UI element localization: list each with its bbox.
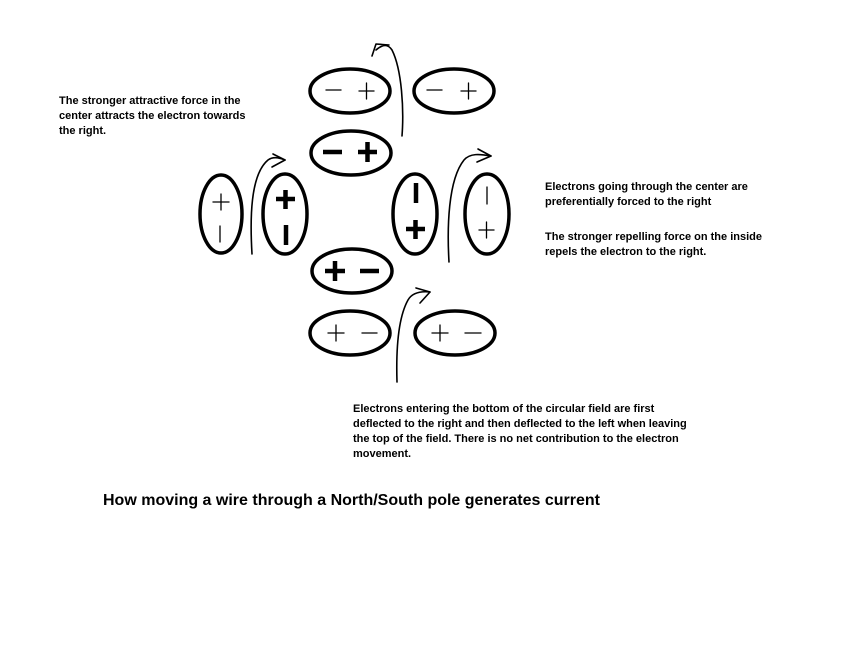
- note-line: the right.: [59, 125, 107, 137]
- note-line: repels the electron to the right.: [545, 246, 707, 258]
- diagram-caption: How moving a wire through a North/South pole generates current: [103, 492, 600, 509]
- note-line: preferentially forced to the right: [545, 196, 712, 208]
- note-bottom-electrons: [353, 402, 687, 462]
- note-attractive-force: [59, 94, 245, 139]
- note-line: The stronger repelling force on the inside: [545, 231, 762, 243]
- dipole-bottom-inner: [312, 249, 392, 293]
- dipole-left-inner: [263, 174, 307, 254]
- note-line: deflected to the right and then deflected to the left when leaving: [353, 418, 687, 430]
- dipole-right-inner: [393, 174, 437, 254]
- dipole-top-inner: [311, 131, 391, 175]
- note-line: the top of the field. There is no net contribution to the electron: [353, 433, 679, 445]
- dipole-top-outer-right: [414, 69, 494, 113]
- dipole-bottom-outer-left: [310, 311, 390, 355]
- dipole-left-outer: [200, 175, 242, 253]
- note-line: The stronger attractive force in the: [59, 95, 241, 107]
- arrow-top-center: [372, 44, 403, 136]
- dipole-bottom-outer-right: [415, 311, 495, 355]
- note-line: movement.: [353, 448, 412, 460]
- note-line: Electrons entering the bottom of the circular field are first: [353, 403, 655, 415]
- note-repelling-force: [545, 230, 762, 260]
- dipole-right-outer: [465, 174, 509, 254]
- dipole-top-outer-left: [310, 69, 390, 113]
- note-line: center attracts the electron towards: [59, 110, 246, 122]
- arrow-right-center: [448, 149, 491, 262]
- note-line: Electrons going through the center are: [545, 181, 748, 193]
- note-center-electrons: [545, 180, 748, 210]
